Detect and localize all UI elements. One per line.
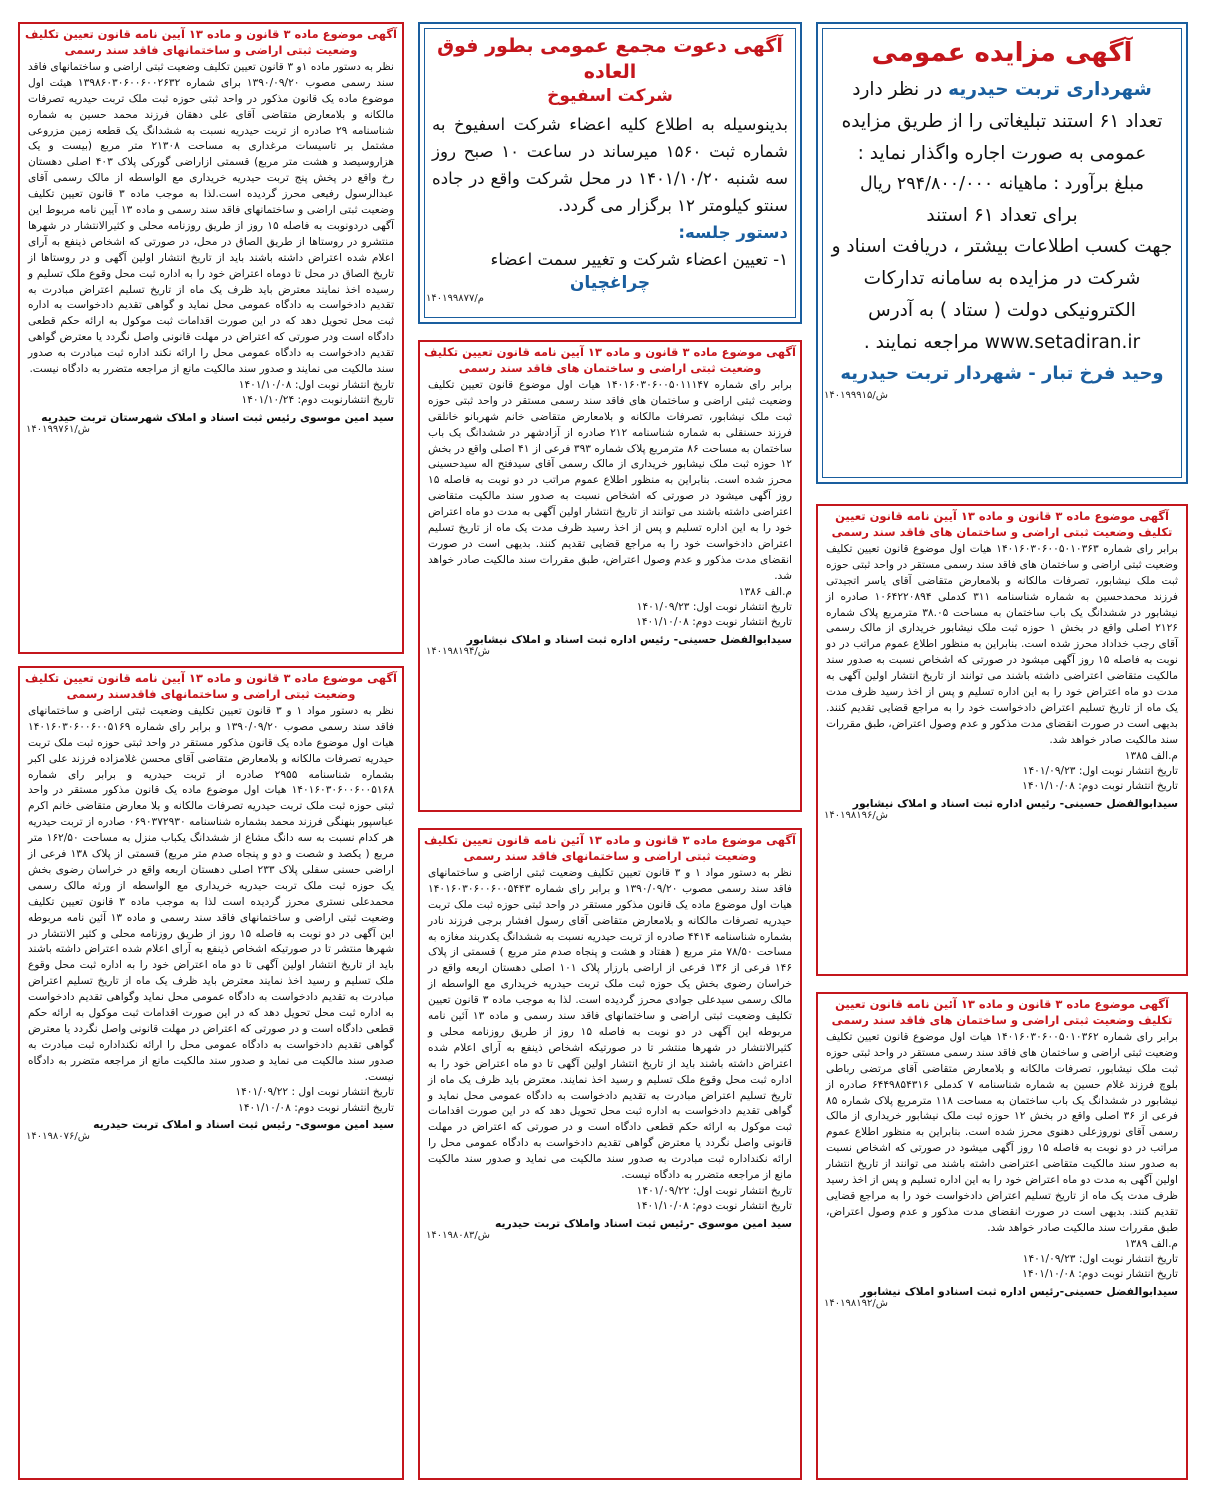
legal-ad-1-code: ۱۴۰۱۹۹۷۶۱/ش: [26, 423, 90, 435]
legal-ad-5-title: آگهی موضوع ماده ۳ قانون و ماده ۱۳ آئین نامه قانون تعیین تکلیف وضعیت ثبتی اراضی و ساختمانهای فاقد سند رسمی: [424, 833, 796, 863]
auction-line-3: مبلغ برآورد : ماهیانه ۲۹۴/۸۰۰/۰۰۰ ریال: [859, 174, 1145, 195]
legal-ad-6-code: ۱۴۰۱۹۸۱۹۲/ش: [824, 1297, 888, 1309]
legal-ad-2-date-1: تاریخ انتشار نوبت اول: ۱۴۰۱/۰۹/۲۳: [636, 600, 792, 613]
legal-ad-5: [418, 828, 802, 1480]
auction-code: ۱۴۰۱۹۹۹۱۵/ش: [824, 389, 888, 401]
auction-line-0: در نظر دارد: [852, 79, 943, 100]
legal-ad-1-date-2: تاریخ انتشارنوبت دوم: ۱۴۰۱/۱۰/۲۴: [241, 394, 394, 407]
legal-ad-5-text: نظر به دستور مواد ۱ و ۳ قانون تعیین تکلیف وضعیت ثبتی اراضی و ساختمانهای فاقد سند رسمی مصوب ۱۳۹۰/۰۹/۲۰ و برابر رای شماره ۱۴۰۱۶۰۳۰۶۰۰۶۰۰۵۴۴۳ هیات اول موضوع ماده یک قانون مذکور مستقر در واحد ثبتی حوزه ثبت ملک تربت حیدریه تصرفات مالکانه و بلامعارض متقاضی آقای رسول افشار برجی فرزند نادر بشماره شناسنامه ۴۴۱۴ صادره از تربت حیدریه نسبت به ششدانگ یکدربند مغازه به مساحت ۷۸/۵۰ متر مربع ( هفتاد و هشت و پنجاه صدم متر مربع ) قسمتی از پلاک ۱۴۶ فرعی از ۱۳۶ فرعی از اراضی بارزار پلاک ۱۰۱ اصلی دهستان اربعه واقع در خراسان رضوی بخش یک حوزه ثبت ملک تربت حیدریه خریداری مع الواسطه از مالک رسمی سیدعلی جوادی محرز گردیده است. لذا به موجب ماده ۳ قانون تعیین تکلیف وضعیت ثبتی اراضی و ساختمانهای فاقد سند رسمی و ماده ۱۳ آئین نامه مربوطه این آگهی در دو نوبت به فاصله ۱۵ روز از طریق روزنامه محلی و کثیرالانتشار در شهرها منتشر تا در صورتیکه اشخاص ذینفع به آرای اعلام شده اعتراض داشته باشند باید از تاریخ انتشار اولین آگهی تا دو ماه اعتراض خود را به اداره ثبت محل وقوع ملک تسلیم و رسید اخذ نمایند. معترض باید ظرف یک ماه از تاریخ تسلیم اعتراض مبادرت به تقدیم دادخواست به دادگاه عمومی محل نماید و گواهی تقدیم دادخواست به اداره ثبت محل تحویل دهد که در این صورت اقدامات ثبت موکول به ارائه حکم قطعی دادگاه است و در صورتی که اعتراض در مهلت قانونی واصل نگردد یا معترض گواهی تقدیم دادخواست به دادگاه عمومی محل را ارائه نکنداداره ثبت مبادرت به صدور سند مالکیت می نماید و صدور سند مالکیت مانع از مراجعه متضرر به دادگاه نیست.: [428, 867, 793, 1181]
legal-ad-4-signature: سید امین موسوی- رئیس ثبت اسناد و املاک تربت حیدریه: [93, 1118, 394, 1132]
legal-ad-2-date-2: تاریخ انتشار نوبت دوم: ۱۴۰۱/۱۰/۰۸: [636, 616, 792, 629]
legal-ad-2-title: آگهی موضوع ماده ۳ قانون و ماده ۱۳ آیین نامه قانون تعیین تکلیف وضعیت ثبتی اراضی و ساختمان های فاقد سند رسمی: [424, 345, 796, 375]
auction-title: آگهی مزایده عمومی: [871, 38, 1133, 68]
legal-ad-6-date-2: تاریخ انتشار نوبت دوم: ۱۴۰۱/۱۰/۰۸: [1022, 1268, 1178, 1281]
legal-ad-3-code: ۱۴۰۱۹۸۱۹۶/ش: [824, 809, 888, 821]
legal-ad-1-date-1: تاریخ انتشار نوبت اول: ۱۴۰۱/۱۰/۰۸: [238, 378, 394, 391]
legal-ad-4-text: نظر به دستور مواد ۱ و ۳ قانون تعیین تکلیف وضعیت ثبتی اراضی و ساختمانهای فاقد سند رسمی مصوب ۱۳۹۰/۰۹/۲۰ و برابر رای شماره ۱۴۰۱۶۰۳۰۶۰۰۶۰۰۵۱۶۹ هیات اول موضوع ماده یک قانون مذکور مستقر در واحد ثبتی حوزه ثبت ملک تربت حیدریه تصرفات مالکانه و بلامعارض متقاضی آقای محسن غلامزاده فرزند علی اکبر بشماره شناسنامه ۲۹۵۵ صادره از تربت حیدریه و برابر رای شماره ۱۴۰۱۶۰۳۰۶۰۰۶۰۰۵۱۶۸ هیات اول موضوع ماده یک قانون مذکور مستقر در واحد ثبتی حوزه ثبت ملک تربت حیدریه تصرفات مالکانه و بلا معارض متقاضی خانم اکرم عباسپور بنهنگی فرزند محمد بشماره شناسنامه ۰۶۹۰۳۷۲۹۳۰ صادره از تربت حیدریه هر کدام نسبت به سه دانگ مشاع از ششدانگ یکباب منزل به مساحت ۱۶۲/۵۰ متر مربع ( یکصد و شصت و دو و پنجاه صدم متر مربع) قسمتی از پلاک ۱۳۸ فرعی از اراضی حسنی سفلی پلاک ۲۳۳ اصلی دهستان اربعه واقع در خراسان رضوی بخش یک حوزه ثبت ملک تربت حیدریه خریداری مع الواسطه از ورثه مالک رسمی محمدعلی نستری محرز گردیده است لذا به موجب ماده ۳ قانون تعیین تکلیف وضعیت ثبتی اراضی و ساختمانهای فاقد سند رسمی و ماده ۱۳ آئین نامه مربوطه این آگهی در دو نوبت به فاصله ۱۵ روز از طریق روزنامه محلی و کثیر الانتشار در شهرها منتشر تا در صورتیکه اشخاص ذینفع به آرای اعلام شده اعتراض داشته باشند باید از تاریخ انتشار اولین آگهی تا دو ماه اعتراض خود را به اداره ثبت محل وقوع ملک تسلیم و رسید اخذ نمایند معترض باید ظرف یک ماه از تاریخ تسلیم اعتراض مبادرت به تقدیم دادخواست به دادگاه عمومی محل نماید وگواهی تقدیم دادخواست به اداره ثبت محل تحویل دهد که در این صورت اقدامات ثبت موکول به ارائه حکم قطعی دادگاه است و در صورتی که اعتراض در مهلت قانونی واصل نگردد یا معترض گواهی تقدیم دادخواست به دادگاه عمومی محل را ارائه نکنداداره ثبت مبادرت به صدور سند مالکیت می نماید و صدور سند مالکیت مانع از مراجعه متضرر به دادگاه نیست.: [28, 705, 394, 1083]
meeting-title: آگهی دعوت مجمع عمومی بطور فوق العاده: [437, 35, 783, 83]
legal-ad-3-date-2: تاریخ انتشار نوبت دوم: ۱۴۰۱/۱۰/۰۸: [1022, 780, 1178, 793]
legal-ad-2-ref: م.الف ۱۳۸۶: [738, 585, 792, 598]
auction-line-2: عمومی به صورت اجاره واگذار نماید :: [857, 142, 1147, 164]
legal-ad-6-signature: سیدابوالفضل حسینی-رئیس اداره ثبت اسنادو املاک نیشابور: [860, 1284, 1178, 1298]
auction-line-8: www.setadiran.ir مراجعه نمایند .: [863, 331, 1141, 353]
legal-ad-4-title: آگهی موضوع ماده ۳ قانون و ماده ۱۳ آیین نامه قانون تعیین تکلیف وضعیت ثبتی اراضی و ساختمانهای فاقدسند رسمی: [25, 671, 397, 701]
auction-line-4: برای تعداد ۶۱ استند: [926, 204, 1078, 226]
meeting-signature: چراغچیان: [569, 273, 651, 294]
legal-ad-3: [816, 504, 1188, 976]
auction-line-5: جهت کسب اطلاعات بیشتر ، دریافت اسناد و: [831, 236, 1173, 258]
legal-ad-1-text: نظر به دستور ماده ۱و ۳ قانون تعیین تکلیف وضعیت ثبتی اراضی و ساختمانهای فاقد سند رسمی مصوب ۱۳۹۰/۰۹/۲۰ برای شماره ۱۳۹۸۶۰۳۰۶۰۰۶۰۰۲۶۳۲ هیئت اول موضوع ماده یک قانون مذکور در واحد ثبتی حوزه ثبت ملک تربت حیدریه تصرفات مالکانه و بلامعارض متقاضی آقای علی دهقان فرزند محمد حسین به شماره شناسنامه ۲۹ صادره از تربت حیدریه نسبت به ششدانگ یک قطعه زمین مزروعی مشتمل بر تاسیسات مرغداری به مساحت ۲۱۳۰۸ متر مربع (بیست و یک هزاروسیصد و هشت متر مربع) قسمتی ازاراضی گورکی پلاک ۴۰۳ اصلی دهستان رخ واقع در پخش پنج تربت حیدریه خریداری مع الواسطه از مالک رسمی آقای عبدالرسول رفیعی محرز گردیده است.لذا به موجب ماده ۳ قانون تعیین تکلیف وضعیت ثبتی اراضی و ساختمانهای فاقد سند رسمی و ماده ۱۳ آیین نامه مربوط این آگهی دردونوبت به فاصله ۱۵ روز از طریق روزنامه محلی و کثیرالانتشار در شهرها منتشرو در روستاها از طریق الصاق در محل، در صورتی که اشخاص ذینفع به آرای اعلام شده اعتراض داشته باشند باید از تاریخ انتشار اولین آگهی و در روستاها از تاریخ الصاق در محل تا دوماه اعتراض خود را به اداره ثبت محل وقوع ملک تسلیم و رسیده اخذ نمایند معترض باید ظرف یک ماه از تاریخ تسلیم اعتراض مبادرت به تقدیم دادخواست به دادگاه عمومی محل نماید و گواهی تقدیم دادخواست به اداره ثبت محل تحویل دهد که در این صورت اقدامات ثبت موکول به ارائه حکم قطعی دادگاه است ودر صورتی که اعتراض در مهلت قانونی واصل نگردد یا معترض گواهی تقدیم دادخواست به دادگاه عمومی محل را ارائه نکند اداره ثبت مبادرت به صدور سند مالکیت می نمایند و صدور سند مالکیت مانع از مراجعه متضرر به دادگاه نیست.: [28, 61, 395, 375]
legal-ad-6-title: آگهی موضوع ماده ۳ قانون و ماده ۱۳ آئین نامه قانون تعیین تکلیف وضعیت ثبتی اراضی و ساختمان های فاقد سند رسمی: [831, 997, 1173, 1027]
legal-ad-5-date-2: تاریخ انتشار نوبت دوم: ۱۴۰۱/۱۰/۰۸: [636, 1200, 792, 1213]
legal-ad-6-ref: م.الف ۱۳۸۹: [1124, 1237, 1178, 1250]
legal-ad-4-code: ۱۴۰۱۹۸۰۷۶/ش: [26, 1131, 90, 1143]
legal-ad-6: [816, 992, 1188, 1480]
legal-ad-2-text: برابر رای شماره ۱۴۰۱۶۰۳۰۶۰۰۵۰۱۱۱۴۷ هیات اول موضوع قانون تعیین تکلیف وضعیت ثبتی اراضی و ساختمان های فاقد سند رسمی مستقر در واحد ثبتی حوزه ثبت ملک نیشابور، تصرفات مالکانه و بلامعارض متقاضی خانم شهربانو خانلقی فرزند حسنقلی به شماره شناسنامه ۲۱۲ صادره از آزادشهر در ششدانگ یک باب ساختمان به مساحت ۸۶ مترمربع پلاک شماره ۳۹۳ فرعی از ۴۱ اصلی واقع در بخش ۱۲ حوزه ثبت ملک نیشابور خریداری از مالک رسمی آقای سیدفتح اله سیدحسینی محرز شده است. بنابراین به منظور اطلاع عموم مراتب در دو نوبت به فاصله ۱۵ روز آگهی میشود در صورتی که اشخاص نسبت به صدور سند مالکیت متقاضی اعتراضی داشته باشند می توانند از تاریخ انتشار اولین آگهی به مدت دو ماه اعتراض خود را به این اداره تسلیم و پس از اخذ رسید ظرف مدت یک ماه از تاریخ تسلیم اعتراض دادخواست خود را به مراجع قضایی تقدیم کنند. بدیهی است در صورت انقضای مدت مذکور و عدم وصول اعتراض، طبق مقررات سند مالکیت صادر خواهد شد.: [428, 379, 792, 582]
legal-ad-4-date-2: تاریخ انتشار نوبت دوم: ۱۴۰۱/۱۰/۰۸: [238, 1101, 394, 1114]
legal-ad-6-text: برابر رای شماره ۱۴۰۱۶۰۳۰۶۰۰۵۰۱۰۳۶۲ هیات اول موضوع قانون تعیین تکلیف وضعیت ثبتی اراضی و ساختمان های فاقد سند رسمی مستقر در واحد ثبتی حوزه ثبت ملک نیشابور، تصرفات مالکانه و بلامعارض متقاضی آقای مرتضی رباطی بلوچ فرزند غلام حسین به شماره شناسنامه ۷ کدملی ۶۴۴۹۸۵۴۳۱۶ صادره از نیشابور در ششدانگ یک باب ساختمان به مساحت ۱۱۸ مترمربع پلاک شماره ۸۵ فرعی از ۳۶ اصلی واقع در بخش ۱۲ حوزه ثبت ملک نیشابور خریداری از مالک رسمی آقای نوروزعلی دهنوی محرز شده است. بنابراین به منظور اطلاع عموم مراتب در دو نوبت به فاصله ۱۵ روز آگهی میشود در صورتی که اشخاص نسبت به صدور سند مالکیت متقاضی اعتراضی داشته باشند می توانند از تاریخ انتشار اولین آگهی به مدت دو ماه اعتراض خود را به این اداره تسلیم و پس از اخذ رسید ظرف مدت یک ماه از تاریخ تسلیم اعتراض دادخواست خود را به مراجع قضایی تقدیم کنند. بدیهی است در صورت انقضای مدت مذکور و عدم وصول اعتراض، طبق مقررات سند مالکیت صادر خواهد شد.: [826, 1031, 1178, 1234]
legal-ad-5-date-1: تاریخ انتشار نوبت اول: ۱۴۰۱/۰۹/۲۲: [636, 1184, 792, 1197]
meeting-company: شرکت اسفیوخ: [547, 86, 673, 107]
meeting-agenda-item: ۱- تعیین اعضاء شرکت و تغییر سمت اعضاء: [490, 249, 788, 269]
meeting-agenda-label: دستور جلسه:: [678, 222, 788, 242]
legal-ad-2-code: ۱۴۰۱۹۸۱۹۴/ش: [426, 645, 490, 657]
legal-ad-3-title: آگهی موضوع ماده ۳ قانون و ماده ۱۳ آیین نامه قانون تعیین تکلیف وضعیت ثبتی اراضی و ساختمان های فاقد سند رسمی: [831, 509, 1173, 539]
legal-ad-5-signature: سید امین موسوی -رئیس ثبت اسناد واملاک تربت حیدریه: [494, 1216, 792, 1230]
auction-ad: [816, 22, 1188, 484]
auction-line-7: الکترونیکی دولت ( ستاد ) به آدرس: [868, 299, 1136, 321]
legal-ad-1-signature: سید امین موسوی رئیس ثبت اسناد و املاک شهرستان تربت حیدریه: [41, 410, 394, 424]
legal-ad-4: [18, 666, 404, 1480]
legal-ad-1: [18, 22, 404, 654]
legal-ad-5-code: ۱۴۰۱۹۸۰۸۳/ش: [426, 1229, 490, 1241]
auction-line-1: تعداد ۶۱ استند تبلیغاتی را از طریق مزایده: [841, 110, 1163, 132]
auction-municipality: شهرداری تربت حیدریه: [948, 79, 1152, 100]
legal-ad-3-text: برابر رای شماره ۱۴۰۱۶۰۳۰۶۰۰۵۰۱۰۳۶۳ هیات اول موضوع قانون تعیین تکلیف وضعیت ثبتی اراضی و ساختمان های فاقد سند رسمی مستقر در واحد ثبتی حوزه ثبت ملک نیشابور، تصرفات مالکانه و بلامعارض متقاضی آقای یاسر اتجیدتی فرزند محمدحسین به شماره شناسنامه ۳۱۱ کدملی ۱۰۶۴۲۲۰۸۹۴ صادره از نیشابور در ششدانگ یک باب ساختمان به مساحت ۳۸.۰۵ مترمربع پلاک شماره ۲۱۲۶ اصلی واقع در بخش ۱ حوزه ثبت ملک نیشابور خریداری از مالک رسمی آقای رجب خداداد محرز شده است. بنابراین به منظور اطلاع عموم مراتب در دو نوبت به فاصله ۱۵ روز آگهی میشود در صورتی که اشخاص نسبت به صدور سند مالکیت متقاضی اعتراضی داشته باشند می توانند از تاریخ انتشار اولین آگهی به مدت دو ماه اعتراض خود را به این اداره تسلیم و پس از اخذ رسید ظرف مدت یک ماه از تاریخ تسلیم اعتراض دادخواست خود را به مراجع قضایی تقدیم کنند. بدیهی است در صورت انقضای مدت مذکور و عدم وصول اعتراض، طبق مقررات سند مالکیت صادر خواهد شد.: [826, 543, 1179, 746]
legal-ad-3-date-1: تاریخ انتشار نوبت اول: ۱۴۰۱/۰۹/۲۳: [1022, 764, 1178, 777]
auction-signature: وحید فرخ تبار - شهردار تربت حیدریه: [840, 362, 1164, 384]
meeting-ad: [418, 22, 802, 324]
legal-ad-1-title: آگهی موضوع ماده ۳ قانون و ماده ۱۳ آیین نامه قانون تعیین تکلیف وضعیت ثبتی اراضی و ساختمانهای فاقد سند رسمی: [25, 27, 397, 57]
meeting-code: ۱۴۰۱۹۹۸۷۷/م: [426, 293, 484, 305]
legal-ad-2-signature: سیدابوالفضل حسینی- رئیس اداره ثبت اسناد و املاک نیشابور: [466, 632, 792, 646]
legal-ad-3-signature: سیدابوالفضل حسینی- رئیس اداره ثبت اسناد و املاک نیشابور: [852, 796, 1178, 810]
legal-ad-6-date-1: تاریخ انتشار نوبت اول: ۱۴۰۱/۰۹/۲۳: [1022, 1252, 1178, 1265]
legal-ad-2: [418, 340, 802, 812]
meeting-text: بدینوسیله به اطلاع کلیه اعضاء شرکت اسفیوخ به شماره ثبت ۱۵۶۰ میرساند در ساعت ۱۰ صبح روز سه شنبه ۱۴۰۱/۱۰/۲۰ در محل شرکت واقع در جاده سنتو کیلومتر ۱۲ برگزار می گردد.: [432, 115, 788, 215]
legal-ad-4-date-1: تاریخ انتشار نوبت اول : ۱۴۰۱/۰۹/۲۲: [235, 1086, 394, 1099]
legal-ad-3-ref: م.الف ۱۳۸۵: [1124, 749, 1178, 762]
auction-line-6: شرکت در مزایده به سامانه تدارکات: [863, 268, 1141, 290]
